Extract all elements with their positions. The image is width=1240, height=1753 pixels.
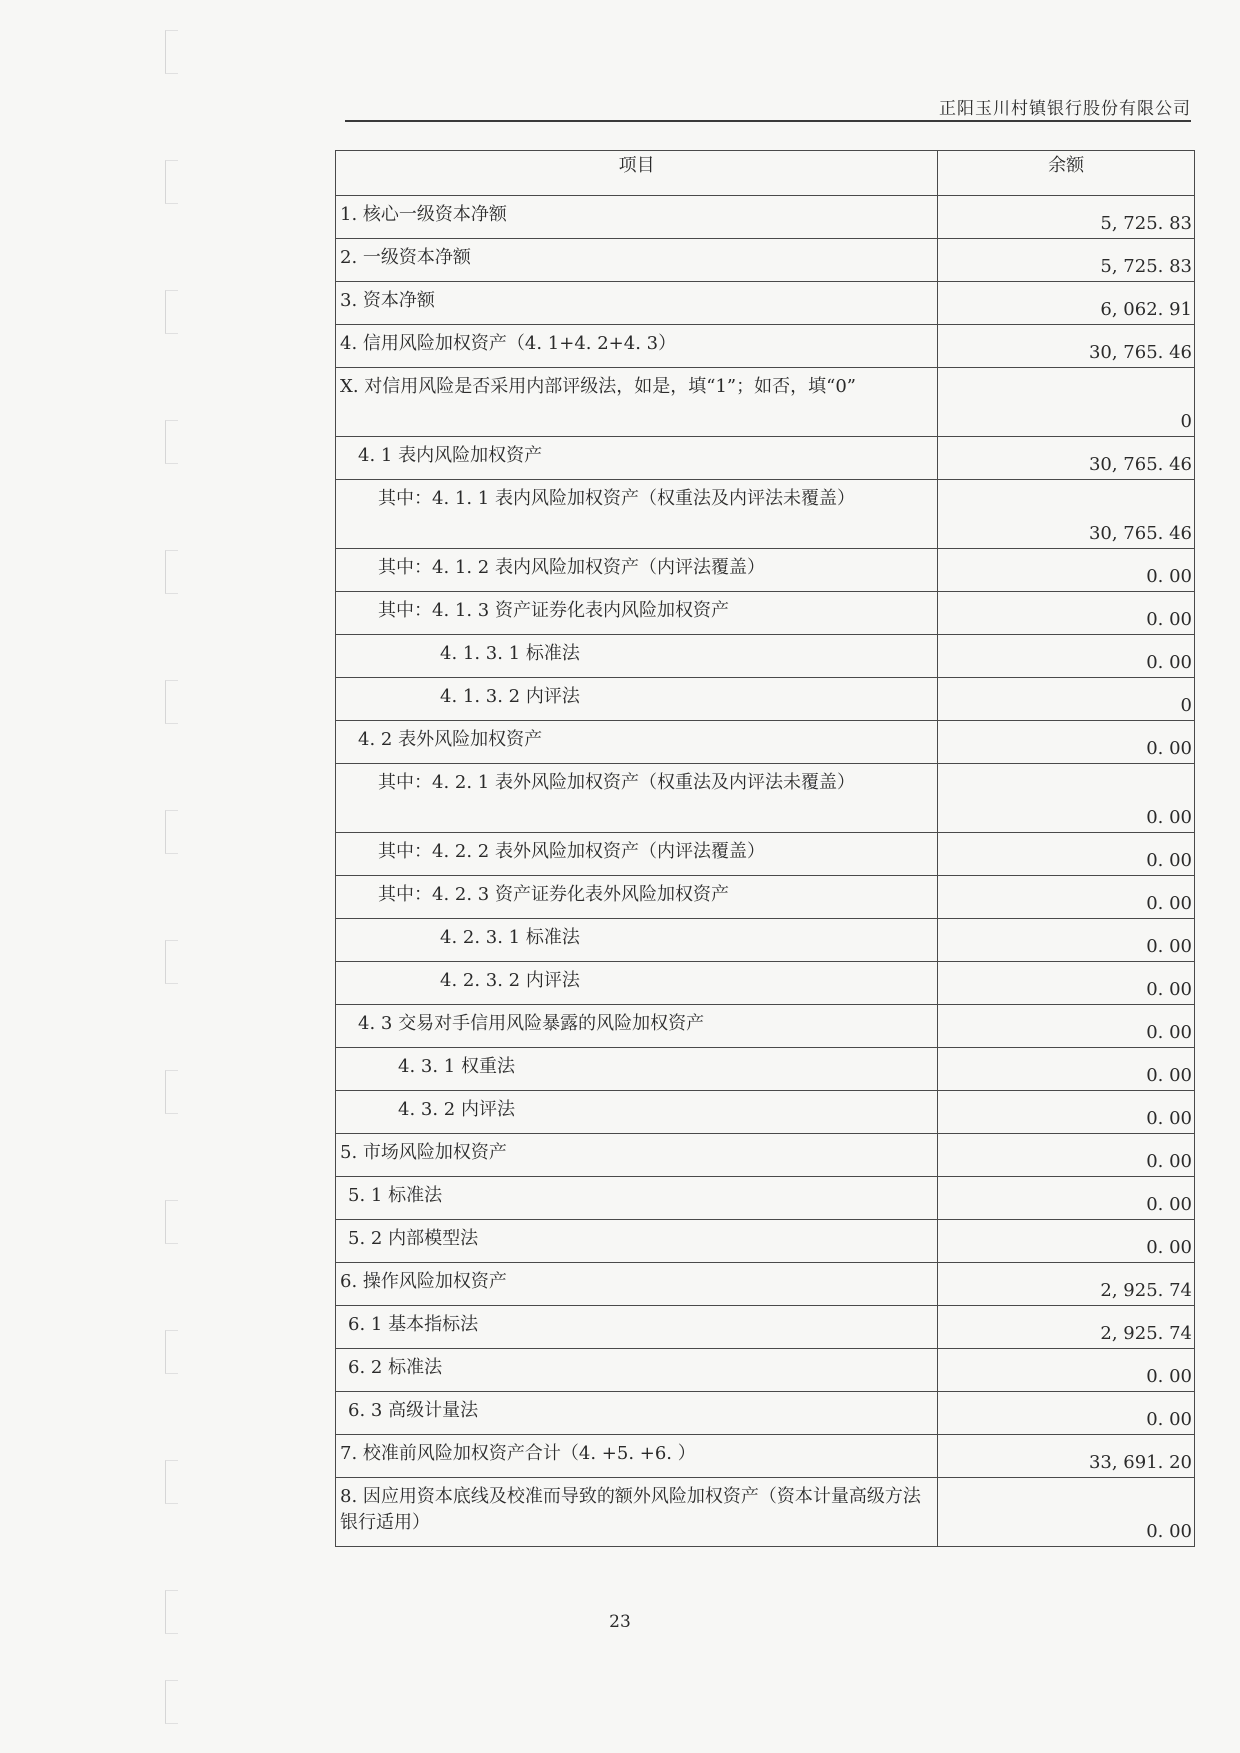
row-value: 0. 00 [938, 876, 1195, 919]
row-label: 7. 校准前风险加权资产合计（4. +5. +6. ） [336, 1435, 938, 1478]
row-label: 6. 1 基本指标法 [336, 1306, 938, 1349]
row-label: 4. 2. 3. 2 内评法 [336, 962, 938, 1005]
column-header-item: 项目 [336, 151, 938, 196]
binding-marks [165, 0, 195, 1753]
row-label: 4. 3. 1 权重法 [336, 1048, 938, 1091]
row-value: 5, 725. 83 [938, 196, 1195, 239]
row-value: 0. 00 [938, 1134, 1195, 1177]
table-row [336, 549, 1195, 592]
table-row [336, 764, 1195, 833]
row-value: 0 [938, 368, 1195, 437]
row-label: 6. 操作风险加权资产 [336, 1263, 938, 1306]
row-value: 2, 925. 74 [938, 1263, 1195, 1306]
row-label: 其中：4. 2. 1 表外风险加权资产（权重法及内评法未覆盖） [336, 764, 938, 833]
table-row [336, 480, 1195, 549]
row-value: 6, 062. 91 [938, 282, 1195, 325]
company-name: 正阳玉川村镇银行股份有限公司 [939, 99, 1191, 119]
row-label: 4. 2. 3. 1 标准法 [336, 919, 938, 962]
table-row [336, 325, 1195, 368]
table-row [336, 1005, 1195, 1048]
row-value: 0. 00 [938, 1392, 1195, 1435]
row-label: 其中：4. 1. 2 表内风险加权资产（内评法覆盖） [336, 549, 938, 592]
table-row [336, 833, 1195, 876]
table-row [336, 1263, 1195, 1306]
table-row [336, 1220, 1195, 1263]
row-value: 0. 00 [938, 592, 1195, 635]
table-row [336, 1177, 1195, 1220]
table-header-row [336, 151, 1195, 196]
row-label: 5. 1 标准法 [336, 1177, 938, 1220]
row-value: 0. 00 [938, 962, 1195, 1005]
row-value: 5, 725. 83 [938, 239, 1195, 282]
table-row [336, 239, 1195, 282]
row-value: 0. 00 [938, 1220, 1195, 1263]
table-row [336, 1435, 1195, 1478]
row-value: 0. 00 [938, 1091, 1195, 1134]
table-row [336, 876, 1195, 919]
table-row [336, 1048, 1195, 1091]
table-row [336, 1134, 1195, 1177]
capital-table [335, 150, 1195, 1547]
table-row [336, 635, 1195, 678]
row-value: 30, 765. 46 [938, 480, 1195, 549]
row-value: 0. 00 [938, 1478, 1195, 1547]
row-value: 0. 00 [938, 549, 1195, 592]
row-label: 5. 市场风险加权资产 [336, 1134, 938, 1177]
row-label: X. 对信用风险是否采用内部评级法，如是，填“1”；如否，填“0” [336, 368, 938, 437]
row-label: 4. 信用风险加权资产（4. 1+4. 2+4. 3） [336, 325, 938, 368]
row-label: 8. 因应用资本底线及校准而导致的额外风险加权资产（资本计量高级方法银行适用） [336, 1478, 938, 1547]
row-label: 4. 3 交易对手信用风险暴露的风险加权资产 [336, 1005, 938, 1048]
table-row [336, 1349, 1195, 1392]
row-value: 0. 00 [938, 1177, 1195, 1220]
row-value: 0. 00 [938, 1349, 1195, 1392]
table-row [336, 1091, 1195, 1134]
page-number: 23 [609, 1612, 631, 1632]
row-label: 其中：4. 2. 2 表外风险加权资产（内评法覆盖） [336, 833, 938, 876]
row-value: 0. 00 [938, 1005, 1195, 1048]
row-value: 2, 925. 74 [938, 1306, 1195, 1349]
row-label: 6. 3 高级计量法 [336, 1392, 938, 1435]
row-value: 30, 765. 46 [938, 325, 1195, 368]
row-label: 1. 核心一级资本净额 [336, 196, 938, 239]
row-value: 0. 00 [938, 635, 1195, 678]
table-row [336, 368, 1195, 437]
table-row [336, 678, 1195, 721]
table-row [336, 592, 1195, 635]
page-header [345, 88, 1191, 122]
row-label: 其中：4. 1. 1 表内风险加权资产（权重法及内评法未覆盖） [336, 480, 938, 549]
table-row [336, 282, 1195, 325]
row-label: 5. 2 内部模型法 [336, 1220, 938, 1263]
row-label: 其中：4. 1. 3 资产证券化表内风险加权资产 [336, 592, 938, 635]
table-row [336, 721, 1195, 764]
table-row [336, 1478, 1195, 1547]
table-row [336, 1306, 1195, 1349]
row-label: 4. 3. 2 内评法 [336, 1091, 938, 1134]
row-value: 0. 00 [938, 919, 1195, 962]
table-row [336, 437, 1195, 480]
row-value: 0 [938, 678, 1195, 721]
row-label: 6. 2 标准法 [336, 1349, 938, 1392]
row-value: 33, 691. 20 [938, 1435, 1195, 1478]
row-label: 2. 一级资本净额 [336, 239, 938, 282]
row-label: 4. 2 表外风险加权资产 [336, 721, 938, 764]
table-row [336, 196, 1195, 239]
table-row [336, 1392, 1195, 1435]
row-label: 4. 1 表内风险加权资产 [336, 437, 938, 480]
column-header-value: 余额 [938, 151, 1195, 196]
table-row [336, 962, 1195, 1005]
row-value: 0. 00 [938, 833, 1195, 876]
row-value: 0. 00 [938, 1048, 1195, 1091]
row-label: 其中：4. 2. 3 资产证券化表外风险加权资产 [336, 876, 938, 919]
row-label: 4. 1. 3. 2 内评法 [336, 678, 938, 721]
table-row [336, 919, 1195, 962]
row-label: 3. 资本净额 [336, 282, 938, 325]
row-label: 4. 1. 3. 1 标准法 [336, 635, 938, 678]
row-value: 0. 00 [938, 721, 1195, 764]
row-value: 30, 765. 46 [938, 437, 1195, 480]
row-value: 0. 00 [938, 764, 1195, 833]
